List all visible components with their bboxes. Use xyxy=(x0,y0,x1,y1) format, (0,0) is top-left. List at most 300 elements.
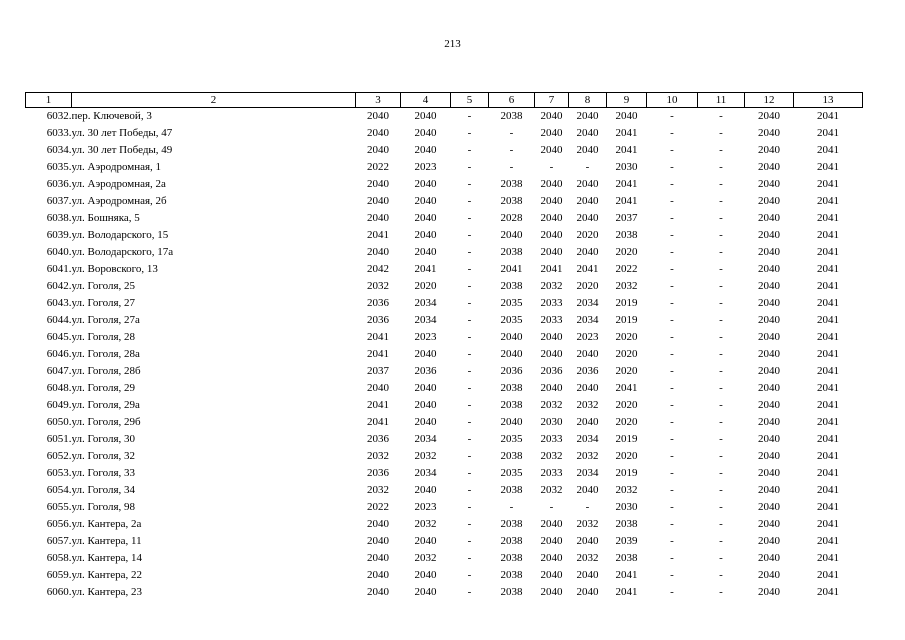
year-cell-col-8: 2040 xyxy=(576,484,599,496)
column-header-4: 4 xyxy=(401,93,451,108)
year-cell-col-4: 2040 xyxy=(414,127,437,139)
year-cell-col-9: 2020 xyxy=(615,450,638,462)
year-cell-col-12: 2040 xyxy=(758,399,780,411)
year-cell-col-10: - xyxy=(670,518,674,530)
table-row xyxy=(26,159,863,176)
year-cell-col-6: 2038 xyxy=(500,552,523,564)
row-number-cell: 6045. xyxy=(46,331,72,343)
year-cell-col-5: - xyxy=(467,314,472,326)
year-cell-col-10: - xyxy=(670,246,674,258)
year-cell-col-11: - xyxy=(719,348,723,360)
year-cell-col-13: 2041 xyxy=(817,161,839,173)
year-cell-col-3: 2040 xyxy=(367,552,389,564)
column-header-6: 6 xyxy=(489,93,535,108)
year-cell-col-4: 2040 xyxy=(414,212,437,224)
table-row xyxy=(26,533,863,550)
row-number-cell: 6050. xyxy=(46,416,72,428)
year-cell-col-9: 2019 xyxy=(615,467,638,479)
year-cell-col-5: - xyxy=(467,331,472,343)
year-cell-col-5: - xyxy=(467,161,472,173)
year-cell-col-4: 2023 xyxy=(414,501,437,513)
year-cell-col-6: - xyxy=(509,127,514,139)
data-table xyxy=(25,92,863,601)
year-cell-col-9: 2041 xyxy=(615,586,638,598)
table-row xyxy=(26,261,863,278)
address-cell: ул. 30 лет Победы, 47 xyxy=(71,127,173,139)
table-row xyxy=(26,346,863,363)
year-cell-col-12: 2040 xyxy=(758,484,780,496)
year-cell-col-3: 2040 xyxy=(367,586,389,598)
year-cell-col-6: 2038 xyxy=(500,399,523,411)
year-cell-col-4: 2040 xyxy=(414,416,437,428)
year-cell-col-13: 2041 xyxy=(817,518,839,530)
year-cell-col-5: - xyxy=(467,569,472,581)
year-cell-col-11: - xyxy=(719,433,723,445)
year-cell-col-12: 2040 xyxy=(758,416,780,428)
year-cell-col-10: - xyxy=(670,484,674,496)
year-cell-col-12: 2040 xyxy=(758,586,780,598)
row-number-cell: 6054. xyxy=(46,484,72,496)
year-cell-col-3: 2040 xyxy=(367,518,389,530)
year-cell-col-6: 2038 xyxy=(500,586,523,598)
year-cell-col-3: 2036 xyxy=(367,433,389,445)
year-cell-col-8: 2034 xyxy=(576,297,599,309)
column-header-7: 7 xyxy=(535,93,569,108)
row-number-cell: 6053. xyxy=(46,467,72,479)
year-cell-col-4: 2040 xyxy=(414,382,437,394)
table-row xyxy=(26,278,863,295)
year-cell-col-8: 2040 xyxy=(576,144,599,156)
year-cell-col-9: 2038 xyxy=(615,552,638,564)
year-cell-col-9: 2020 xyxy=(615,348,638,360)
address-cell: ул. Володарского, 17а xyxy=(71,246,174,258)
year-cell-col-6: 2038 xyxy=(500,246,523,258)
year-cell-col-9: 2038 xyxy=(615,518,638,530)
year-cell-col-3: 2040 xyxy=(367,144,389,156)
table-row xyxy=(26,176,863,193)
address-cell: ул. Кантера, 23 xyxy=(71,586,143,598)
row-number-cell: 6060. xyxy=(46,586,72,598)
year-cell-col-3: 2040 xyxy=(367,195,389,207)
year-cell-col-9: 2030 xyxy=(615,161,638,173)
year-cell-col-12: 2040 xyxy=(758,382,780,394)
year-cell-col-12: 2040 xyxy=(758,569,780,581)
year-cell-col-7: 2040 xyxy=(540,331,563,343)
year-cell-col-13: 2041 xyxy=(817,365,839,377)
year-cell-col-7: 2040 xyxy=(540,195,563,207)
table-row xyxy=(26,397,863,414)
year-cell-col-13: 2041 xyxy=(817,229,839,241)
year-cell-col-10: - xyxy=(670,263,674,275)
year-cell-col-10: - xyxy=(670,110,674,122)
year-cell-col-4: 2040 xyxy=(414,144,437,156)
year-cell-col-5: - xyxy=(467,382,472,394)
year-cell-col-12: 2040 xyxy=(758,297,780,309)
year-cell-col-6: 2035 xyxy=(500,314,523,326)
table-row xyxy=(26,567,863,584)
year-cell-col-6: 2038 xyxy=(500,280,523,292)
year-cell-col-5: - xyxy=(467,518,472,530)
year-cell-col-3: 2036 xyxy=(367,314,389,326)
address-cell: ул. Кантера, 2а xyxy=(71,518,142,530)
year-cell-col-5: - xyxy=(467,263,472,275)
row-number-cell: 6047. xyxy=(46,365,72,377)
table-row xyxy=(26,329,863,346)
year-cell-col-9: 2020 xyxy=(615,399,638,411)
year-cell-col-10: - xyxy=(670,178,674,190)
address-cell: ул. Аэродромная, 1 xyxy=(71,161,162,173)
year-cell-col-9: 2030 xyxy=(615,501,638,513)
year-cell-col-3: 2032 xyxy=(367,484,389,496)
year-cell-col-7: - xyxy=(549,501,554,513)
year-cell-col-12: 2040 xyxy=(758,535,780,547)
year-cell-col-6: 2038 xyxy=(500,518,523,530)
year-cell-col-11: - xyxy=(719,246,723,258)
year-cell-col-7: 2033 xyxy=(540,467,563,479)
address-cell: ул. Кантера, 22 xyxy=(71,569,143,581)
row-number-cell: 6036. xyxy=(46,178,72,190)
year-cell-col-12: 2040 xyxy=(758,127,780,139)
table-row xyxy=(26,550,863,567)
year-cell-col-13: 2041 xyxy=(817,144,839,156)
year-cell-col-10: - xyxy=(670,280,674,292)
year-cell-col-8: 2040 xyxy=(576,246,599,258)
year-cell-col-8: 2040 xyxy=(576,569,599,581)
year-cell-col-4: 2023 xyxy=(414,331,437,343)
row-number-cell: 6040. xyxy=(46,246,72,258)
year-cell-col-8: - xyxy=(585,501,590,513)
table-row xyxy=(26,380,863,397)
table-row xyxy=(26,210,863,227)
address-cell: ул. Аэродромная, 2б xyxy=(71,195,167,207)
year-cell-col-9: 2032 xyxy=(615,484,638,496)
year-cell-col-13: 2041 xyxy=(817,246,839,258)
year-cell-col-12: 2040 xyxy=(758,552,780,564)
row-number-cell: 6046. xyxy=(46,348,72,360)
column-header-5: 5 xyxy=(451,93,489,108)
year-cell-col-8: 2034 xyxy=(576,467,599,479)
year-cell-col-13: 2041 xyxy=(817,450,839,462)
year-cell-col-3: 2041 xyxy=(367,399,389,411)
address-cell: ул. Кантера, 11 xyxy=(71,535,142,547)
row-number-cell: 6057. xyxy=(46,535,72,547)
address-cell: ул. Гоголя, 28б xyxy=(71,365,141,377)
year-cell-col-10: - xyxy=(670,586,674,598)
year-cell-col-3: 2041 xyxy=(367,229,389,241)
year-cell-col-8: - xyxy=(585,161,590,173)
year-cell-col-3: 2040 xyxy=(367,246,389,258)
year-cell-col-5: - xyxy=(467,297,472,309)
year-cell-col-3: 2032 xyxy=(367,280,389,292)
year-cell-col-10: - xyxy=(670,416,674,428)
year-cell-col-12: 2040 xyxy=(758,110,780,122)
year-cell-col-4: 2032 xyxy=(414,552,437,564)
address-cell: ул. Гоголя, 32 xyxy=(71,450,136,462)
row-number-cell: 6043. xyxy=(46,297,72,309)
year-cell-col-13: 2041 xyxy=(817,467,839,479)
year-cell-col-5: - xyxy=(467,144,472,156)
year-cell-col-11: - xyxy=(719,552,723,564)
year-cell-col-3: 2040 xyxy=(367,127,389,139)
year-cell-col-7: 2040 xyxy=(540,382,563,394)
year-cell-col-5: - xyxy=(467,416,472,428)
address-cell: ул. Гоголя, 98 xyxy=(71,501,136,513)
table-row xyxy=(26,312,863,329)
year-cell-col-13: 2041 xyxy=(817,263,839,275)
year-cell-col-8: 2040 xyxy=(576,178,599,190)
year-cell-col-6: 2038 xyxy=(500,535,523,547)
row-number-cell: 6044. xyxy=(46,314,72,326)
year-cell-col-4: 2023 xyxy=(414,161,437,173)
year-cell-col-4: 2040 xyxy=(414,178,437,190)
table-row xyxy=(26,125,863,142)
year-cell-col-9: 2041 xyxy=(615,569,638,581)
year-cell-col-6: 2028 xyxy=(500,212,523,224)
row-number-cell: 6059. xyxy=(46,569,72,581)
year-cell-col-9: 2041 xyxy=(615,178,638,190)
year-cell-col-12: 2040 xyxy=(758,467,780,479)
year-cell-col-6: 2038 xyxy=(500,484,523,496)
year-cell-col-8: 2040 xyxy=(576,416,599,428)
year-cell-col-13: 2041 xyxy=(817,399,839,411)
year-cell-col-12: 2040 xyxy=(758,331,780,343)
year-cell-col-7: 2033 xyxy=(540,433,563,445)
year-cell-col-11: - xyxy=(719,535,723,547)
year-cell-col-4: 2034 xyxy=(414,297,437,309)
year-cell-col-8: 2032 xyxy=(576,552,599,564)
year-cell-col-3: 2032 xyxy=(367,450,389,462)
address-cell: ул. Бошняка, 5 xyxy=(71,212,140,224)
year-cell-col-5: - xyxy=(467,280,472,292)
year-cell-col-11: - xyxy=(719,382,723,394)
year-cell-col-9: 2020 xyxy=(615,331,638,343)
year-cell-col-7: 2040 xyxy=(540,552,563,564)
year-cell-col-12: 2040 xyxy=(758,195,780,207)
year-cell-col-9: 2041 xyxy=(615,144,638,156)
year-cell-col-4: 2040 xyxy=(414,399,437,411)
year-cell-col-4: 2041 xyxy=(414,263,437,275)
year-cell-col-12: 2040 xyxy=(758,178,780,190)
row-number-cell: 6041. xyxy=(46,263,72,275)
address-cell: ул. Гоголя, 28 xyxy=(71,331,136,343)
row-number-cell: 6039. xyxy=(46,229,72,241)
year-cell-col-7: 2032 xyxy=(540,484,563,496)
year-cell-col-11: - xyxy=(719,586,723,598)
table-row xyxy=(26,108,863,126)
year-cell-col-9: 2020 xyxy=(615,246,638,258)
year-cell-col-7: 2040 xyxy=(540,127,563,139)
table-row xyxy=(26,142,863,159)
year-cell-col-9: 2019 xyxy=(615,314,638,326)
year-cell-col-7: 2032 xyxy=(540,450,563,462)
address-cell: ул. Гоголя, 29а xyxy=(71,399,140,411)
row-number-cell: 6049. xyxy=(46,399,72,411)
year-cell-col-11: - xyxy=(719,297,723,309)
year-cell-col-6: 2038 xyxy=(500,178,523,190)
row-number-cell: 6037. xyxy=(46,195,72,207)
year-cell-col-4: 2032 xyxy=(414,450,437,462)
year-cell-col-13: 2041 xyxy=(817,178,839,190)
address-cell: ул. Гоголя, 27а xyxy=(71,314,140,326)
year-cell-col-3: 2040 xyxy=(367,178,389,190)
year-cell-col-4: 2034 xyxy=(414,314,437,326)
year-cell-col-8: 2020 xyxy=(576,229,599,241)
year-cell-col-13: 2041 xyxy=(817,586,839,598)
year-cell-col-5: - xyxy=(467,229,472,241)
year-cell-col-12: 2040 xyxy=(758,365,780,377)
year-cell-col-10: - xyxy=(670,314,674,326)
year-cell-col-4: 2020 xyxy=(414,280,437,292)
year-cell-col-8: 2034 xyxy=(576,314,599,326)
year-cell-col-9: 2019 xyxy=(615,297,638,309)
year-cell-col-4: 2034 xyxy=(414,467,437,479)
year-cell-col-8: 2036 xyxy=(576,365,599,377)
year-cell-col-8: 2040 xyxy=(576,195,599,207)
table-row xyxy=(26,584,863,601)
year-cell-col-7: 2041 xyxy=(540,263,563,275)
year-cell-col-10: - xyxy=(670,569,674,581)
year-cell-col-8: 2040 xyxy=(576,110,599,122)
year-cell-col-4: 2034 xyxy=(414,433,437,445)
year-cell-col-9: 2039 xyxy=(615,535,638,547)
year-cell-col-3: 2041 xyxy=(367,331,389,343)
year-cell-col-5: - xyxy=(467,127,472,139)
table-header xyxy=(26,93,863,108)
year-cell-col-6: 2035 xyxy=(500,433,523,445)
year-cell-col-10: - xyxy=(670,212,674,224)
year-cell-col-6: 2036 xyxy=(500,365,523,377)
address-cell: ул. Володарского, 15 xyxy=(71,229,169,241)
year-cell-col-5: - xyxy=(467,552,472,564)
year-cell-col-9: 2037 xyxy=(615,212,638,224)
year-cell-col-3: 2022 xyxy=(367,501,389,513)
year-cell-col-3: 2022 xyxy=(367,161,389,173)
row-number-cell: 6042. xyxy=(46,280,72,292)
year-cell-col-3: 2042 xyxy=(367,263,389,275)
year-cell-col-13: 2041 xyxy=(817,280,839,292)
year-cell-col-10: - xyxy=(670,127,674,139)
year-cell-col-10: - xyxy=(670,450,674,462)
year-cell-col-6: 2040 xyxy=(500,331,523,343)
year-cell-col-13: 2041 xyxy=(817,212,839,224)
year-cell-col-3: 2036 xyxy=(367,297,389,309)
year-cell-col-13: 2041 xyxy=(817,433,839,445)
year-cell-col-7: 2040 xyxy=(540,348,563,360)
year-cell-col-6: 2035 xyxy=(500,467,523,479)
year-cell-col-6: 2040 xyxy=(500,348,523,360)
year-cell-col-11: - xyxy=(719,144,723,156)
year-cell-col-11: - xyxy=(719,280,723,292)
page-number: 213 xyxy=(444,38,461,50)
year-cell-col-4: 2032 xyxy=(414,518,437,530)
year-cell-col-13: 2041 xyxy=(817,535,839,547)
row-number-cell: 6038. xyxy=(46,212,72,224)
address-cell: ул. Аэродромная, 2а xyxy=(71,178,166,190)
year-cell-col-3: 2037 xyxy=(367,365,389,377)
address-cell: ул. Гоголя, 30 xyxy=(71,433,136,445)
year-cell-col-9: 2040 xyxy=(615,110,638,122)
year-cell-col-12: 2040 xyxy=(758,314,780,326)
year-cell-col-13: 2041 xyxy=(817,569,839,581)
year-cell-col-10: - xyxy=(670,331,674,343)
table-body xyxy=(26,108,863,602)
year-cell-col-11: - xyxy=(719,178,723,190)
year-cell-col-7: 2036 xyxy=(540,365,563,377)
year-cell-col-12: 2040 xyxy=(758,348,780,360)
table-row xyxy=(26,448,863,465)
year-cell-col-11: - xyxy=(719,365,723,377)
row-number-cell: 6035. xyxy=(46,161,72,173)
year-cell-col-7: 2040 xyxy=(540,229,563,241)
year-cell-col-12: 2040 xyxy=(758,161,780,173)
year-cell-col-12: 2040 xyxy=(758,433,780,445)
year-cell-col-10: - xyxy=(670,399,674,411)
column-header-9: 9 xyxy=(607,93,647,108)
year-cell-col-10: - xyxy=(670,467,674,479)
year-cell-col-11: - xyxy=(719,399,723,411)
year-cell-col-8: 2040 xyxy=(576,586,599,598)
address-cell: ул. Гоголя, 33 xyxy=(71,467,136,479)
year-cell-col-6: 2038 xyxy=(500,110,523,122)
year-cell-col-4: 2036 xyxy=(414,365,437,377)
year-cell-col-12: 2040 xyxy=(758,246,780,258)
year-cell-col-8: 2040 xyxy=(576,348,599,360)
year-cell-col-7: 2040 xyxy=(540,569,563,581)
year-cell-col-12: 2040 xyxy=(758,280,780,292)
year-cell-col-7: 2033 xyxy=(540,297,563,309)
year-cell-col-6: - xyxy=(509,501,514,513)
year-cell-col-5: - xyxy=(467,399,472,411)
year-cell-col-12: 2040 xyxy=(758,450,780,462)
year-cell-col-7: 2032 xyxy=(540,399,563,411)
year-cell-col-6: 2038 xyxy=(500,195,523,207)
column-header-13: 13 xyxy=(794,93,863,108)
year-cell-col-9: 2041 xyxy=(615,382,638,394)
year-cell-col-8: 2040 xyxy=(576,127,599,139)
year-cell-col-4: 2040 xyxy=(414,535,437,547)
address-cell: ул. Гоголя, 27 xyxy=(71,297,136,309)
year-cell-col-13: 2041 xyxy=(817,552,839,564)
row-number-cell: 6033. xyxy=(46,127,72,139)
year-cell-col-4: 2040 xyxy=(414,484,437,496)
year-cell-col-10: - xyxy=(670,501,674,513)
year-cell-col-6: 2038 xyxy=(500,450,523,462)
year-cell-col-11: - xyxy=(719,331,723,343)
table-row xyxy=(26,499,863,516)
year-cell-col-8: 2041 xyxy=(576,263,599,275)
row-number-cell: 6032. xyxy=(46,110,72,122)
year-cell-col-8: 2040 xyxy=(576,212,599,224)
year-cell-col-8: 2023 xyxy=(576,331,599,343)
year-cell-col-7: 2040 xyxy=(540,518,563,530)
year-cell-col-12: 2040 xyxy=(758,263,780,275)
year-cell-col-5: - xyxy=(467,178,472,190)
year-cell-col-13: 2041 xyxy=(817,348,839,360)
year-cell-col-7: 2040 xyxy=(540,110,563,122)
year-cell-col-11: - xyxy=(719,110,723,122)
year-cell-col-5: - xyxy=(467,433,472,445)
address-cell: ул. Гоголя, 28а xyxy=(71,348,140,360)
year-cell-col-10: - xyxy=(670,161,674,173)
year-cell-col-6: - xyxy=(509,144,514,156)
year-cell-col-10: - xyxy=(670,535,674,547)
year-cell-col-9: 2020 xyxy=(615,365,638,377)
address-cell: ул. Гоголя, 34 xyxy=(71,484,136,496)
year-cell-col-4: 2040 xyxy=(414,195,437,207)
table-row xyxy=(26,295,863,312)
year-cell-col-5: - xyxy=(467,484,472,496)
year-cell-col-13: 2041 xyxy=(817,314,839,326)
